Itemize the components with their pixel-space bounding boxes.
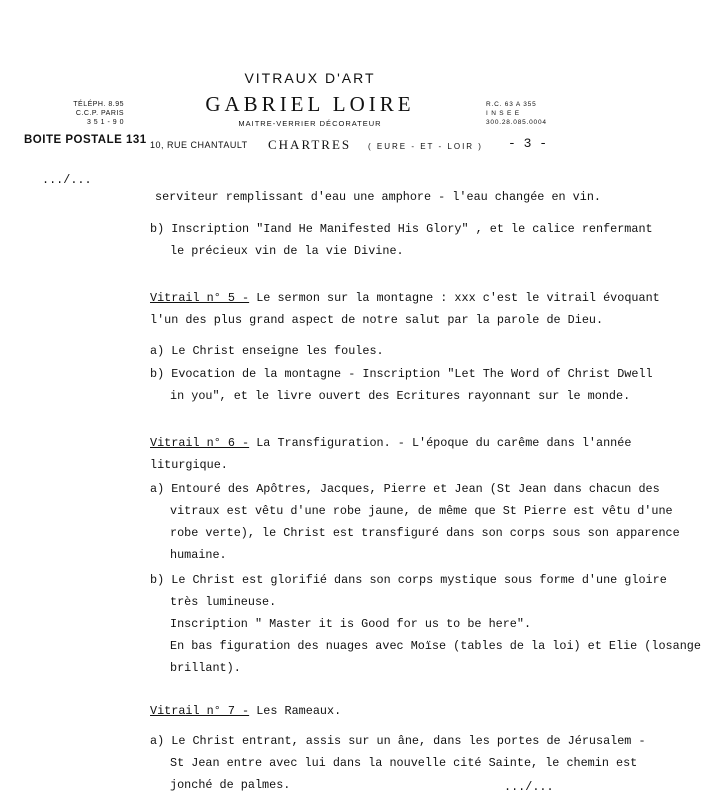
body-line: in you", et le livre ouvert des Ecritures rayonnant sur le monde. <box>170 389 631 403</box>
section-label: Vitrail n° 7 - <box>150 704 250 718</box>
body-line: b) Evocation de la montagne - Inscription "Let The Word of Christ Dwell <box>150 367 653 381</box>
section-label: Vitrail n° 6 - <box>150 436 250 450</box>
registry-block <box>486 100 546 127</box>
body-line: b) Inscription "Iand He Manifested His Glory" , et le calice renfermant <box>150 222 653 236</box>
body-line: jonché de palmes. <box>170 778 291 792</box>
body-line: En bas figuration des nuages avec Moïse (tables de la loi) et Elie (losange <box>170 639 701 653</box>
registry-line: R.C. 63 A 355 <box>486 101 537 108</box>
body-line: serviteur remplissant d'eau une amphore - l'eau changée en vin. <box>155 190 601 204</box>
letterhead-name: GABRIEL LOIRE <box>205 92 415 116</box>
body-line: liturgique. <box>150 458 228 472</box>
body-line: vitraux est vêtu d'une robe jaune, de même que St Pierre est vêtu d'une <box>170 504 673 518</box>
body-line: Inscription " Master it is Good for us to be here". <box>170 617 532 631</box>
section-heading-vitrail-6 <box>150 436 631 450</box>
body-line: l'un des plus grand aspect de notre salut par la parole de Dieu. <box>150 313 604 327</box>
letterhead-title: VITRAUX D'ART <box>244 70 376 86</box>
registry-line: I N S E E <box>486 110 520 117</box>
body-line: b) Le Christ est glorifié dans son corps mystique sous forme d'une gloire <box>150 573 667 587</box>
phone-block <box>72 100 124 127</box>
address-department: ( EURE - ET - LOIR ) <box>368 142 483 151</box>
body-line: a) Le Christ enseigne les foules. <box>150 344 384 358</box>
phone-line: 3 5 1 - 9 0 <box>86 119 124 126</box>
section-label: Vitrail n° 5 - <box>150 291 250 305</box>
continuation-marker-bottom: .../... <box>504 780 554 794</box>
body-line: le précieux vin de la vie Divine. <box>170 244 404 258</box>
body-line: St Jean entre avec lui dans la nouvelle cité Sainte, le chemin est <box>170 756 638 770</box>
body-line: humaine. <box>170 548 227 562</box>
section-title: Les Rameaux. <box>249 704 342 718</box>
section-heading-vitrail-7 <box>150 704 341 718</box>
section-title: La Transfiguration. - L'époque du carême dans l'année <box>249 436 632 450</box>
phone-line: TÉLÉPH. 8.95 <box>73 101 124 108</box>
po-box: BOITE POSTALE 131 <box>24 134 147 146</box>
section-heading-vitrail-5 <box>150 291 660 305</box>
body-line: brillant). <box>170 661 241 675</box>
address-city: CHARTRES <box>268 137 352 152</box>
body-line: robe verte), le Christ est transfiguré dans son corps sous son apparence <box>170 526 680 540</box>
continuation-marker-top: .../... <box>42 173 92 187</box>
section-title: Le sermon sur la montagne : xxx c'est le vitrail évoquant <box>249 291 660 305</box>
page-number: - 3 - <box>508 136 548 151</box>
body-line: a) Le Christ entrant, assis sur un âne, dans les portes de Jérusalem - <box>150 734 646 748</box>
registry-line: 300.28.085.0004 <box>486 119 547 126</box>
letterhead-subtitle: MAITRE-VERRIER DÉCORATEUR <box>238 119 382 128</box>
phone-line: C.C.P. PARIS <box>75 110 124 117</box>
body-line: a) Entouré des Apôtres, Jacques, Pierre et Jean (St Jean dans chacun des <box>150 482 660 496</box>
address-street: 10, RUE CHANTAULT <box>150 140 248 150</box>
body-line: très lumineuse. <box>170 595 277 609</box>
